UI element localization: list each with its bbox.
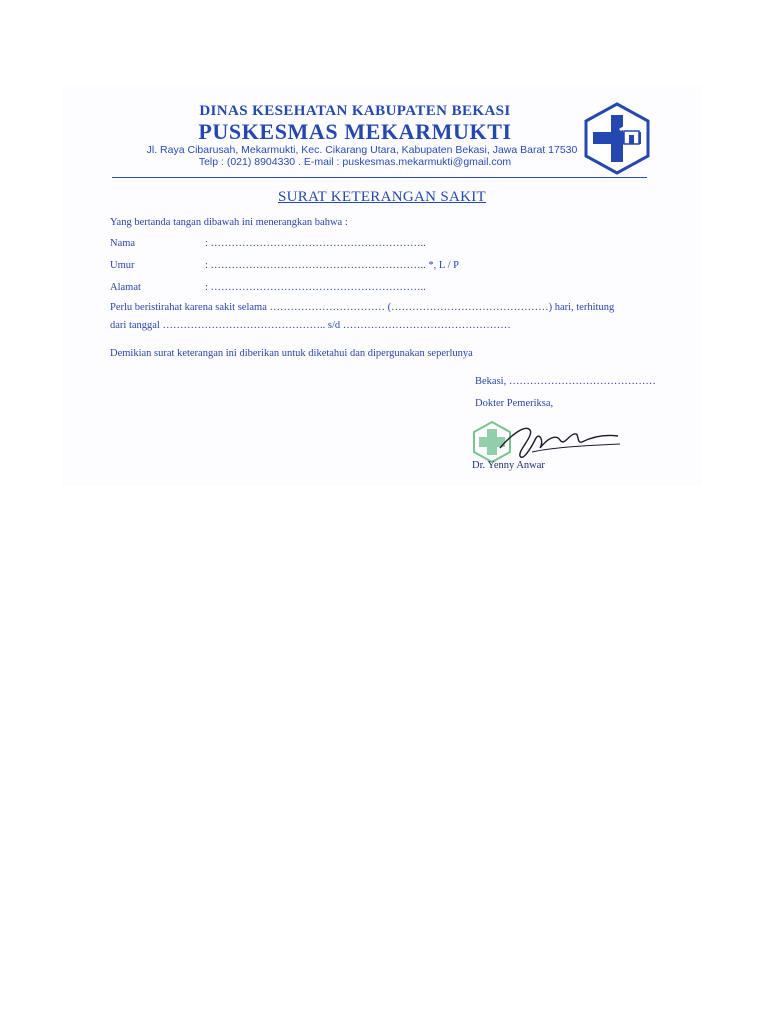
signature-stamp xyxy=(470,416,630,466)
puskesmas-logo-icon xyxy=(582,101,652,176)
field-label-alamat: Alamat xyxy=(110,282,141,293)
rest-period-line: Perlu beristirahat karena sakit selama …………………………… (………………………………………) hari, terhitung xyxy=(110,302,615,313)
field-value-nama: : …………………………………………………….. xyxy=(205,238,426,249)
agency-name: DINAS KESEHATAN KABUPATEN BEKASI xyxy=(199,103,511,119)
place-date: Bekasi, …………………………………… xyxy=(475,376,656,387)
clinic-contact: Telp : (021) 8904330 . E-mail : puskesmas.mekarmukti@gmail.com xyxy=(198,156,512,168)
document-sheet xyxy=(62,86,702,486)
field-label-umur: Umur xyxy=(110,260,135,271)
document-title: SURAT KETERANGAN SAKIT xyxy=(278,189,486,205)
field-value-alamat: : …………………………………………………….. xyxy=(205,282,426,293)
clinic-name: PUSKESMAS MEKARMUKTI xyxy=(198,119,512,144)
signer-name: Dr. Yenny Anwar xyxy=(472,460,545,471)
header-divider xyxy=(112,177,647,178)
handwritten-signature xyxy=(500,428,618,457)
clinic-address: Jl. Raya Cibarusah, Mekarmukti, Kec. Cikarang Utara, Kabupaten Bekasi, Jawa Barat 17530 xyxy=(146,144,578,156)
field-value-umur: : …………………………………………………….. *, L / P xyxy=(205,260,459,271)
field-label-nama: Nama xyxy=(110,238,136,249)
signer-role: Dokter Pemeriksa, xyxy=(475,398,554,409)
letterhead xyxy=(62,86,702,186)
closing-text: Demikian surat keterangan ini diberikan untuk diketahui dan dipergunakan seperlunya xyxy=(110,348,473,359)
rest-dates-line: dari tanggal ……………………………………….. s/d ………………………………………… xyxy=(110,320,511,331)
intro-text: Yang bertanda tangan dibawah ini menerangkan bahwa : xyxy=(110,217,348,228)
